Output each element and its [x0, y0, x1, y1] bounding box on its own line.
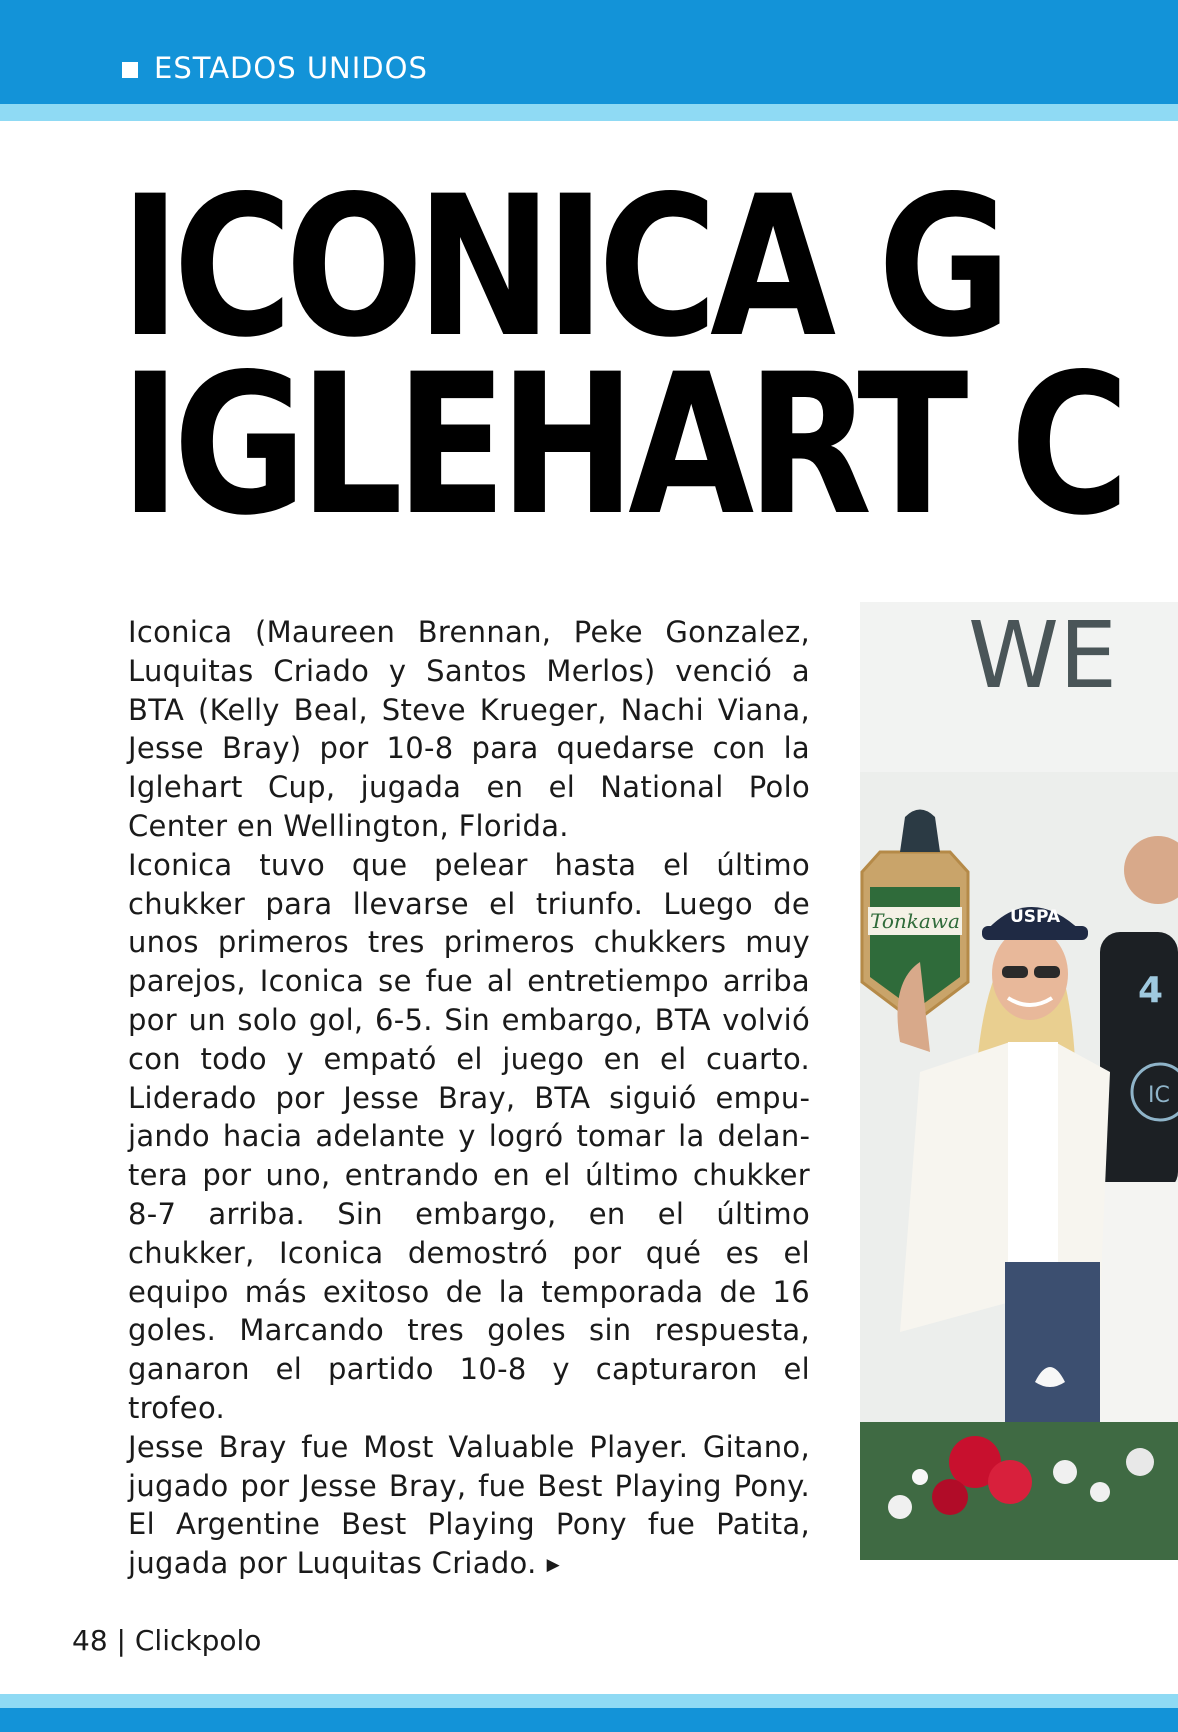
- footer-bar: [0, 1708, 1178, 1732]
- article-photo: [860, 602, 1178, 1560]
- play-arrow-icon: ▶: [546, 1554, 560, 1575]
- headline-line-1: ICONICA G: [120, 154, 1004, 380]
- svg-text:4: 4: [1138, 970, 1164, 1011]
- headline-line-2: IGLEHART C: [120, 332, 1123, 558]
- article-paragraph-1: Iconica (Maureen Brennan, Peke Gonzalez, Luquitas Criado y Santos Merlos) venció a BTA (Kelly Beal, Steve Krueger, Nachi Viana, Jesse Bray) por 10-8 para quedarse con la Iglehart Cup, jugada en el National Polo Center en Wellington, Florida.: [128, 615, 810, 843]
- article-paragraph-2: Iconica tuvo que pelear hasta el último chukker para llevarse el triunfo. Luego de unos primeros tres primeros chukkers muy parejos, Iconica se fue al entretiempo arriba por un solo gol, 6-5. Sin embargo, BTA volvió con todo y empató el juego en el cuarto. Liderado por Jesse Bray, BTA siguió empujando hacia adelante y logró tomar la delantera por uno, entrando en el último chukker 8-7 arriba. Sin embargo, en el último chukker, Iconica demostró por qué es el equipo más exitoso de la temporada de 16 goles. Marcando tres goles sin respuesta, ganaron el partido 10-8 y capturaron el trofeo.: [128, 847, 810, 1425]
- article-paragraph-3: [128, 1428, 810, 1585]
- svg-text:IC: IC: [1148, 1083, 1170, 1108]
- header-stripe: [0, 104, 1178, 121]
- section-label: ESTADOS UNIDOS: [154, 51, 428, 85]
- photo-illustration: [860, 602, 1178, 1560]
- headline: [120, 154, 1123, 558]
- article-paragraph-3-text: Jesse Bray fue Most Valuable Player. Gitano, jugado por Jesse Bray, fue Best Playing Pony. El Argentine Best Playing Pony fue Patita, jugada por Luquitas Criado.: [128, 1429, 810, 1581]
- svg-text:USPA: USPA: [1010, 907, 1061, 927]
- article-body: [128, 613, 810, 1585]
- footer-stripe: [0, 1694, 1178, 1708]
- backdrop-text: WE: [968, 602, 1118, 709]
- section-bullet-icon: [122, 62, 138, 78]
- page-footer: 48 | Clickpolo: [72, 1624, 262, 1657]
- svg-text:Tonkawa: Tonkawa: [870, 909, 960, 933]
